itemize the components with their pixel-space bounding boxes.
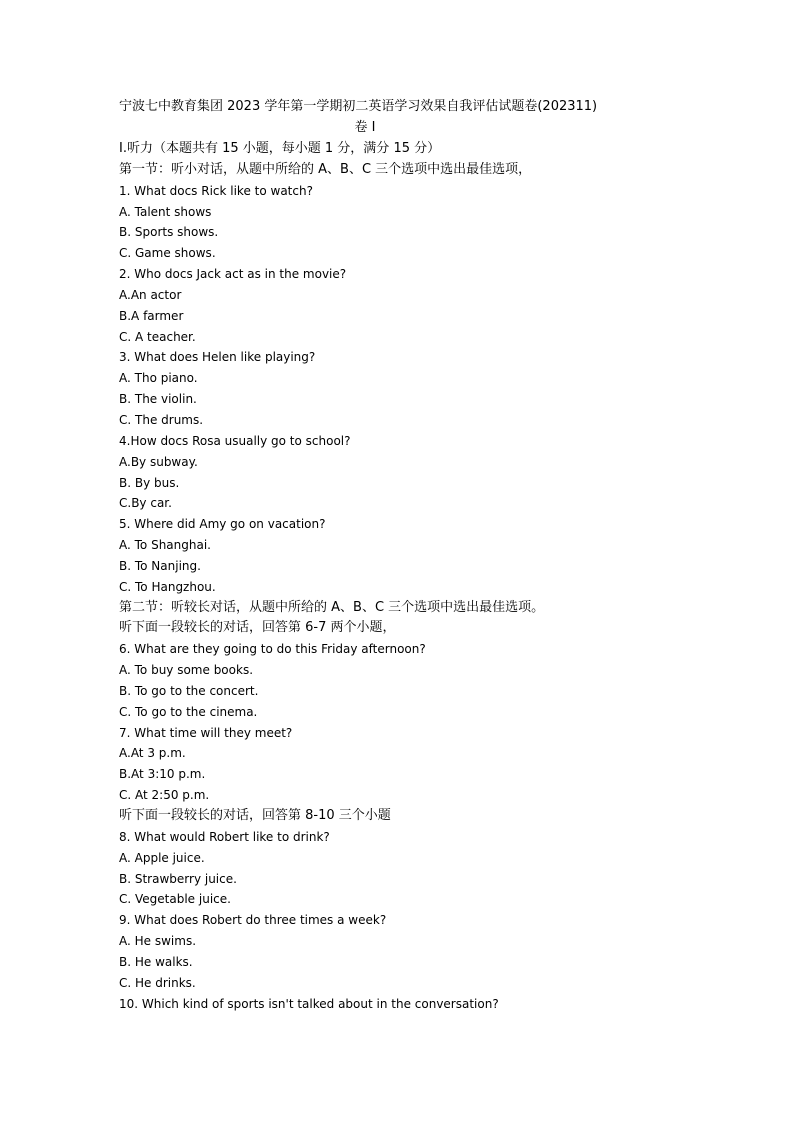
answer-option: C. Vegetable juice.: [119, 892, 231, 907]
answer-option: A. Tho piano.: [119, 371, 198, 386]
answer-option: C. A teacher.: [119, 329, 196, 344]
exam-title: 宁波七中教育集团 2023 学年第一学期初二英语学习效果自我评估试题卷(202311): [119, 99, 598, 114]
answer-option: B.At 3:10 p.m.: [119, 767, 206, 782]
answer-option: B. By bus.: [119, 475, 180, 490]
question-text: 5. Where did Amy go on vacation?: [119, 517, 326, 532]
answer-option: A.At 3 p.m.: [119, 746, 186, 761]
answer-option: C.By car.: [119, 496, 172, 511]
answer-option: C. To go to the cinema.: [119, 704, 258, 719]
answer-option: B.A farmer: [119, 308, 184, 323]
question-text: 4.How docs Rosa usually go to school?: [119, 433, 351, 448]
answer-option: A. He swims.: [119, 934, 197, 949]
answer-option: B. Strawberry juice.: [119, 871, 237, 886]
answer-option: B. He walks.: [119, 954, 193, 969]
section-instruction: 第二节：听较长对话，从题中所给的 A、B、C 三个选项中选出最佳选项。: [119, 599, 545, 615]
answer-option: A. To Shanghai.: [119, 538, 211, 553]
question-text: 9. What does Robert do three times a week?: [119, 913, 387, 928]
section-instruction: 第一节：听小对话，从题中所给的 A、B、C 三个选项中选出最佳选项，: [119, 161, 532, 177]
answer-option: A. To buy some books.: [119, 663, 254, 678]
answer-option: B. To go to the concert.: [119, 683, 259, 698]
answer-option: B. Sports shows.: [119, 225, 219, 240]
answer-option: A. Talent shows: [119, 204, 212, 219]
question-list: [119, 139, 739, 1014]
section-instruction: I.听力（本题共有 15 小题，每小题 1 分，满分 15 分）: [119, 141, 441, 156]
answer-option: C. To Hangzhou.: [119, 579, 216, 594]
answer-option: B. The violin.: [119, 392, 197, 407]
answer-option: A.An actor: [119, 287, 182, 302]
answer-option: C. The drums.: [119, 412, 204, 427]
answer-option: C. At 2:50 p.m.: [119, 788, 210, 803]
question-text: 3. What does Helen like playing?: [119, 350, 316, 365]
answer-option: A.By subway.: [119, 454, 198, 469]
section-volume-label: 卷 I: [354, 120, 376, 135]
section-instruction: 听下面一段较长的对话，回答第 8-10 三个小题: [119, 808, 391, 823]
question-text: 7. What time will they meet?: [119, 725, 293, 740]
answer-option: B. To Nanjing.: [119, 558, 201, 573]
answer-option: C. Game shows.: [119, 246, 216, 261]
answer-option: A. Apple juice.: [119, 850, 205, 865]
question-text: 8. What would Robert like to drink?: [119, 829, 330, 844]
question-text: 1. What docs Rick like to watch?: [119, 183, 313, 198]
question-text: 6. What are they going to do this Friday afternoon?: [119, 642, 426, 657]
section-instruction: 听下面一段较长的对话，回答第 6-7 两个小题，: [119, 620, 396, 636]
answer-option: C. He drinks.: [119, 975, 196, 990]
question-text: 10. Which kind of sports isn't talked about in the conversation?: [119, 996, 499, 1011]
question-text: 2. Who docs Jack act as in the movie?: [119, 267, 347, 282]
